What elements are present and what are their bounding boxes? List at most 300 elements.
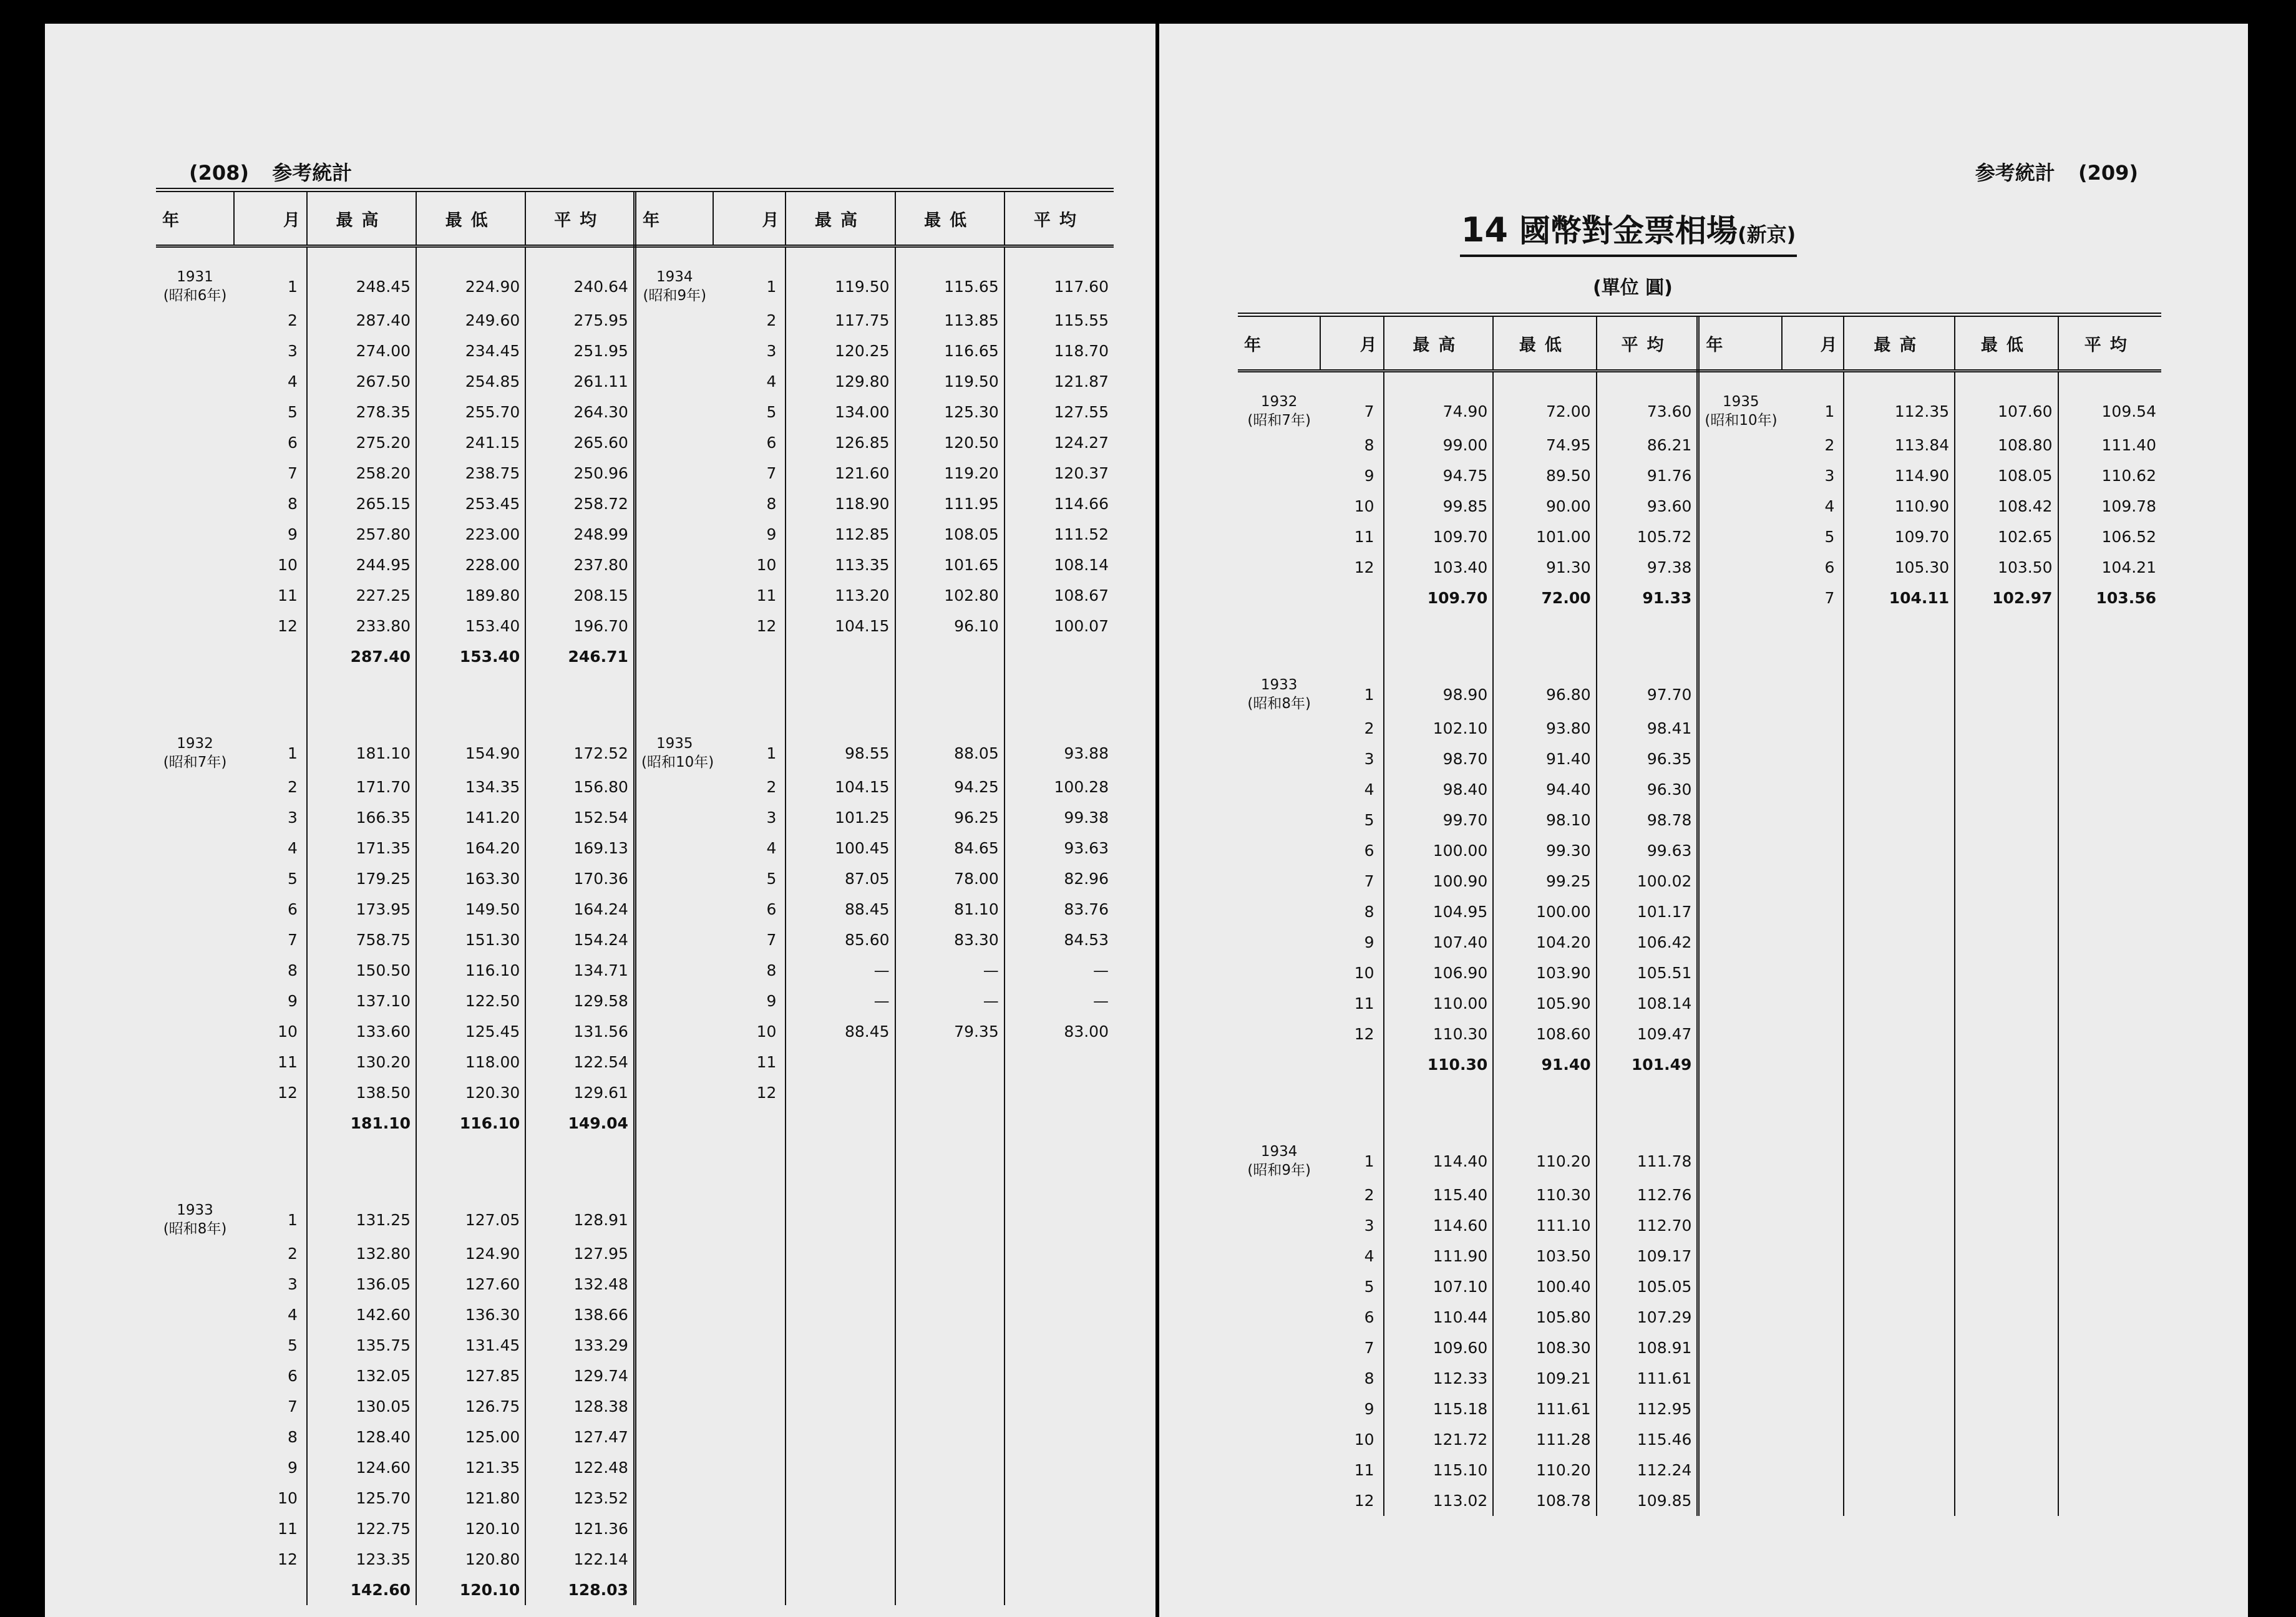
high-cell: 132.05	[307, 1361, 416, 1391]
high-cell: 130.05	[307, 1391, 416, 1422]
high-cell: 88.45	[786, 894, 895, 925]
empty-cell	[1955, 1485, 2058, 1516]
month-cell	[1320, 583, 1383, 613]
year-cell	[156, 894, 234, 925]
month-cell: 1	[1320, 656, 1383, 713]
high-cell: 114.90	[1844, 460, 1955, 491]
empty-cell	[1782, 896, 1844, 927]
year-cell	[156, 246, 234, 306]
empty-cell	[1844, 896, 1955, 927]
high-cell: 115.18	[1384, 1394, 1494, 1424]
year-cell	[156, 1452, 234, 1483]
empty-cell	[635, 1181, 713, 1238]
page-number: (209)	[2078, 161, 2138, 185]
month-cell: 7	[1320, 371, 1383, 430]
year-cell	[1238, 1122, 1320, 1180]
low-cell: 110.20	[1493, 1455, 1596, 1485]
high-cell: 132.80	[307, 1238, 416, 1269]
empty-cell	[713, 1181, 786, 1238]
low-cell: 120.30	[416, 1077, 525, 1108]
avg-cell: 112.76	[1597, 1180, 1698, 1210]
avg-cell: 106.52	[2101, 528, 2156, 546]
table-row	[156, 1139, 1114, 1181]
month-cell: 9	[234, 519, 307, 550]
empty-cell	[1782, 835, 1844, 866]
high-cell: 110.00	[1384, 988, 1494, 1019]
year-cell	[1238, 371, 1320, 430]
empty-cell	[1955, 1049, 2058, 1080]
empty-cell	[786, 1483, 895, 1513]
empty-cell	[1004, 1391, 1114, 1422]
month-cell: 3	[234, 336, 307, 366]
month-cell: 9	[1320, 927, 1383, 958]
high-cell: 171.35	[307, 833, 416, 863]
empty-cell	[895, 1181, 1004, 1238]
high-cell: 227.25	[307, 580, 416, 611]
empty-cell	[1004, 1330, 1114, 1361]
empty-cell	[1782, 988, 1844, 1019]
empty-cell	[895, 1238, 1004, 1269]
empty-cell	[635, 1361, 713, 1391]
high-cell: 267.50	[307, 366, 416, 397]
month-cell: 10	[234, 1016, 307, 1047]
table-row	[1238, 1333, 2161, 1363]
high-cell: 138.50	[307, 1077, 416, 1108]
empty-cell	[2058, 927, 2161, 958]
empty-cell	[1320, 613, 1383, 656]
empty-cell	[2058, 958, 2161, 988]
empty-cell	[635, 1483, 713, 1513]
empty-cell	[713, 1391, 786, 1422]
month-cell: 2	[234, 1238, 307, 1269]
low-cell	[895, 1047, 1004, 1077]
empty-cell	[786, 1139, 895, 1181]
high-cell: 258.20	[307, 458, 416, 488]
month-cell: 11	[234, 1513, 307, 1544]
empty-cell	[1955, 1122, 2058, 1180]
year-cell	[156, 1181, 234, 1238]
month-cell: 4	[1782, 491, 1844, 522]
empty-cell	[1698, 1019, 1782, 1049]
year-cell	[1238, 1049, 1320, 1080]
left-page	[45, 24, 1155, 1617]
header-low: 最低	[416, 190, 525, 246]
month-cell: 12	[1320, 552, 1383, 583]
month-cell: 2	[234, 772, 307, 802]
high-cell: 85.60	[786, 925, 895, 955]
table-row	[156, 1483, 1114, 1513]
year-cell	[635, 1016, 713, 1047]
table-title	[1460, 206, 1797, 257]
empty-cell	[1844, 835, 1955, 866]
total-low-cell: 120.10	[416, 1575, 525, 1605]
low-cell: 94.25	[895, 772, 1004, 802]
empty-cell	[1238, 613, 1320, 656]
empty-cell	[895, 1575, 1004, 1605]
table-row	[1238, 522, 2161, 552]
low-cell: 124.90	[416, 1238, 525, 1269]
year-label: 1934	[656, 269, 693, 285]
low-cell: 134.35	[416, 772, 525, 802]
header-high: 最高	[1844, 315, 1955, 371]
high-cell: 131.25	[307, 1181, 416, 1238]
avg-cell: 110.62	[2101, 467, 2156, 485]
low-cell: 102.97	[1955, 583, 2058, 613]
empty-cell	[2058, 1049, 2161, 1080]
empty-cell	[1698, 1210, 1782, 1241]
avg-cell: 114.66	[1054, 495, 1109, 513]
avg-cell: 129.74	[525, 1361, 635, 1391]
low-cell: 113.85	[895, 305, 1004, 336]
empty-cell	[1844, 988, 1955, 1019]
low-cell: 115.65	[895, 246, 1004, 306]
year-cell	[1238, 1333, 1320, 1363]
year-cell	[1238, 1019, 1320, 1049]
month-cell: 12	[1320, 1019, 1383, 1049]
low-cell: 153.40	[416, 611, 525, 641]
empty-cell	[2058, 656, 2161, 713]
month-cell: 9	[1320, 1394, 1383, 1424]
year-cell	[1238, 835, 1320, 866]
year-cell	[156, 833, 234, 863]
empty-cell	[1698, 805, 1782, 835]
empty-cell	[2058, 1210, 2161, 1241]
page-number: (208)	[189, 161, 250, 185]
empty-cell	[1844, 1302, 1955, 1333]
year-cell	[1238, 1485, 1320, 1516]
high-cell: 173.95	[307, 894, 416, 925]
low-cell: 98.10	[1493, 805, 1596, 835]
low-cell: 101.00	[1493, 522, 1596, 552]
table-row	[156, 1513, 1114, 1544]
empty-cell	[713, 1139, 786, 1181]
empty-cell	[156, 1139, 234, 1181]
avg-cell: 98.41	[1597, 713, 1698, 744]
header-high: 最高	[786, 190, 895, 246]
year-cell	[1238, 460, 1320, 491]
year-cell	[635, 802, 713, 833]
low-cell: 96.80	[1493, 656, 1596, 713]
year-cell	[156, 550, 234, 580]
table-row	[1238, 1210, 2161, 1241]
empty-cell	[895, 1483, 1004, 1513]
table-row	[156, 672, 1114, 714]
empty-cell	[713, 1238, 786, 1269]
low-cell: 127.85	[416, 1361, 525, 1391]
avg-cell: 129.61	[525, 1077, 635, 1108]
low-cell: 108.80	[1955, 430, 2058, 460]
avg-cell: 83.76	[1064, 900, 1109, 918]
month-cell: 8	[713, 955, 786, 986]
month-cell: 3	[1320, 744, 1383, 774]
low-cell: 108.30	[1493, 1333, 1596, 1363]
month-cell: 4	[234, 1299, 307, 1330]
low-cell	[895, 1077, 1004, 1108]
empty-cell	[1955, 744, 2058, 774]
low-cell: 105.80	[1493, 1302, 1596, 1333]
header-high: 最高	[307, 190, 416, 246]
high-cell: 107.10	[1384, 1271, 1494, 1302]
low-cell: 141.20	[416, 802, 525, 833]
year-cell	[156, 986, 234, 1016]
empty-cell	[2058, 1394, 2161, 1424]
table-row	[1238, 552, 2161, 583]
year-cell	[1238, 958, 1320, 988]
year-cell	[635, 1108, 713, 1139]
year-cell	[1238, 866, 1320, 896]
empty-cell	[1782, 1180, 1844, 1210]
low-cell: 79.35	[895, 1016, 1004, 1047]
low-cell: 78.00	[895, 863, 1004, 894]
year-cell	[1698, 522, 1782, 552]
unit-note: (單位 圓)	[1593, 277, 1673, 299]
low-cell: 96.25	[895, 802, 1004, 833]
year-cell	[156, 1422, 234, 1452]
empty-cell	[1844, 1455, 1955, 1485]
low-cell: 99.30	[1493, 835, 1596, 866]
total-low-cell: 72.00	[1493, 583, 1596, 613]
empty-cell	[895, 1330, 1004, 1361]
low-cell: 125.00	[416, 1422, 525, 1452]
low-cell: 254.85	[416, 366, 525, 397]
year-cell	[635, 833, 713, 863]
table-row	[156, 1016, 1114, 1047]
era-label: (昭和10年)	[1705, 412, 1778, 429]
month-cell: 2	[1320, 1180, 1383, 1210]
avg-cell: 133.29	[525, 1330, 635, 1361]
year-cell	[156, 802, 234, 833]
year-cell	[156, 1330, 234, 1361]
month-cell: 6	[234, 894, 307, 925]
year-cell	[1238, 430, 1320, 460]
high-cell: 102.10	[1384, 713, 1494, 744]
avg-cell: 109.54	[2101, 402, 2156, 420]
empty-cell	[1698, 1424, 1782, 1455]
high-cell: 100.45	[786, 833, 895, 863]
high-cell: —	[786, 955, 895, 986]
empty-cell	[713, 1483, 786, 1513]
year-cell	[1238, 1241, 1320, 1271]
empty-cell	[2058, 1122, 2161, 1180]
avg-cell: 104.21	[2101, 558, 2156, 576]
low-cell: 234.45	[416, 336, 525, 366]
high-cell: 112.35	[1844, 371, 1955, 430]
empty-cell	[1698, 1394, 1782, 1424]
running-head-right	[1975, 157, 2154, 186]
running-title: 参考統計	[272, 161, 353, 185]
table-row	[1238, 1271, 2161, 1302]
era-label: (昭和7年)	[1247, 412, 1311, 429]
table-row	[1238, 1180, 2161, 1210]
empty-cell	[1955, 896, 2058, 927]
high-cell: 129.80	[786, 366, 895, 397]
low-cell: 102.65	[1955, 522, 2058, 552]
empty-cell	[1004, 1483, 1114, 1513]
total-low-cell	[895, 641, 1004, 672]
low-cell: 108.60	[1493, 1019, 1596, 1049]
low-cell: 151.30	[416, 925, 525, 955]
high-cell: 113.35	[786, 550, 895, 580]
year-cell	[156, 336, 234, 366]
empty-cell	[1004, 1422, 1114, 1452]
empty-cell	[1597, 613, 1698, 656]
avg-cell: 103.56	[2096, 589, 2156, 607]
empty-cell	[713, 1513, 786, 1544]
empty-cell	[1782, 1080, 1844, 1122]
avg-cell: 93.63	[1064, 839, 1109, 857]
avg-cell: 99.63	[1597, 835, 1698, 866]
table-row	[1238, 1019, 2161, 1049]
empty-cell	[1597, 1080, 1698, 1122]
total-high-cell: 109.70	[1384, 583, 1494, 613]
empty-cell	[1782, 1455, 1844, 1485]
empty-cell	[895, 1391, 1004, 1422]
high-cell: 233.80	[307, 611, 416, 641]
total-high-cell: 287.40	[307, 641, 416, 672]
empty-cell	[635, 1330, 713, 1361]
month-cell: 8	[1320, 1363, 1383, 1394]
high-cell: 123.35	[307, 1544, 416, 1575]
high-cell: 257.80	[307, 519, 416, 550]
avg-cell: 101.17	[1597, 896, 1698, 927]
year-cell	[156, 1016, 234, 1047]
empty-cell	[786, 1422, 895, 1452]
month-cell: 7	[1320, 1333, 1383, 1363]
year-cell	[1238, 552, 1320, 583]
low-cell: 125.45	[416, 1016, 525, 1047]
avg-cell: 164.24	[525, 894, 635, 925]
empty-cell	[1955, 835, 2058, 866]
avg-cell: —	[1093, 961, 1109, 979]
avg-cell: 115.55	[1054, 311, 1109, 329]
empty-cell	[895, 1513, 1004, 1544]
empty-cell	[234, 1139, 307, 1181]
high-cell: 101.25	[786, 802, 895, 833]
low-cell: 127.05	[416, 1181, 525, 1238]
empty-cell	[307, 672, 416, 714]
year-cell	[635, 366, 713, 397]
month-cell: 4	[713, 833, 786, 863]
high-cell: 117.75	[786, 305, 895, 336]
high-cell: 98.55	[786, 714, 895, 772]
table-row	[156, 366, 1114, 397]
high-cell: 274.00	[307, 336, 416, 366]
empty-cell	[1493, 1080, 1596, 1122]
header-avg: 平均	[1004, 190, 1114, 246]
avg-cell: 264.30	[525, 397, 635, 427]
month-cell: 8	[1320, 430, 1383, 460]
empty-cell	[1782, 1485, 1844, 1516]
month-cell: 2	[1320, 713, 1383, 744]
table-title-note: (新京)	[1737, 223, 1796, 246]
year-cell	[156, 519, 234, 550]
high-cell: 150.50	[307, 955, 416, 986]
table-row	[156, 246, 1114, 306]
empty-cell	[635, 1575, 713, 1605]
low-cell: 102.80	[895, 580, 1004, 611]
empty-cell	[1782, 1302, 1844, 1333]
month-cell: 6	[1782, 552, 1844, 583]
month-cell: 11	[1320, 522, 1383, 552]
total-high-cell: 142.60	[307, 1575, 416, 1605]
year-label: 1932	[177, 736, 213, 752]
high-cell: 135.75	[307, 1330, 416, 1361]
low-cell: 83.30	[895, 925, 1004, 955]
empty-cell	[1844, 1180, 1955, 1210]
table-row	[1238, 1302, 2161, 1333]
table-row	[1238, 1394, 2161, 1424]
empty-cell	[1384, 1080, 1494, 1122]
table-row	[156, 955, 1114, 986]
month-cell: 1	[713, 714, 786, 772]
empty-cell	[2058, 835, 2161, 866]
empty-cell	[635, 1391, 713, 1422]
year-cell	[1238, 774, 1320, 805]
empty-cell	[786, 1299, 895, 1330]
avg-cell: 99.38	[1064, 808, 1109, 827]
year-cell	[156, 925, 234, 955]
empty-cell	[635, 1452, 713, 1483]
empty-cell	[1955, 927, 2058, 958]
empty-cell	[1955, 1394, 2058, 1424]
table-row	[156, 802, 1114, 833]
high-cell: 125.70	[307, 1483, 416, 1513]
empty-cell	[1844, 927, 1955, 958]
year-label: 1935	[656, 736, 693, 752]
year-cell	[156, 427, 234, 458]
table-number: 14	[1461, 210, 1508, 250]
avg-cell: 172.52	[525, 714, 635, 772]
low-cell: 84.65	[895, 833, 1004, 863]
year-cell	[156, 1483, 234, 1513]
empty-cell	[713, 1575, 786, 1605]
empty-cell	[2058, 1485, 2161, 1516]
year-cell	[156, 1544, 234, 1575]
high-cell: 248.45	[307, 246, 416, 306]
empty-cell	[1782, 866, 1844, 896]
table-row	[156, 1575, 1114, 1605]
era-label: (昭和7年)	[163, 754, 227, 770]
empty-cell	[635, 1269, 713, 1299]
year-cell	[156, 641, 234, 672]
empty-cell	[713, 1422, 786, 1452]
header-year: 年	[1238, 315, 1320, 371]
year-cell	[1238, 1363, 1320, 1394]
low-cell: 99.25	[1493, 866, 1596, 896]
year-cell	[1698, 552, 1782, 583]
total-avg-cell: 128.03	[525, 1575, 635, 1605]
empty-cell	[1698, 1122, 1782, 1180]
table-row	[1238, 1455, 2161, 1485]
empty-cell	[635, 1544, 713, 1575]
avg-cell: 108.14	[1597, 988, 1698, 1019]
table-title-text: 國幣對金票相場	[1519, 213, 1738, 249]
avg-cell: 275.95	[525, 305, 635, 336]
table-row	[156, 1299, 1114, 1330]
month-cell: 11	[234, 1047, 307, 1077]
month-cell: 10	[1320, 1424, 1383, 1455]
low-cell: 125.30	[895, 397, 1004, 427]
empty-cell	[1782, 1271, 1844, 1302]
month-cell: 1	[234, 714, 307, 772]
high-cell: 99.00	[1384, 430, 1494, 460]
empty-cell	[1844, 1394, 1955, 1424]
month-cell: 7	[713, 458, 786, 488]
empty-cell	[307, 1139, 416, 1181]
table-row	[156, 641, 1114, 672]
table-row	[1238, 491, 2161, 522]
year-cell	[635, 1077, 713, 1108]
